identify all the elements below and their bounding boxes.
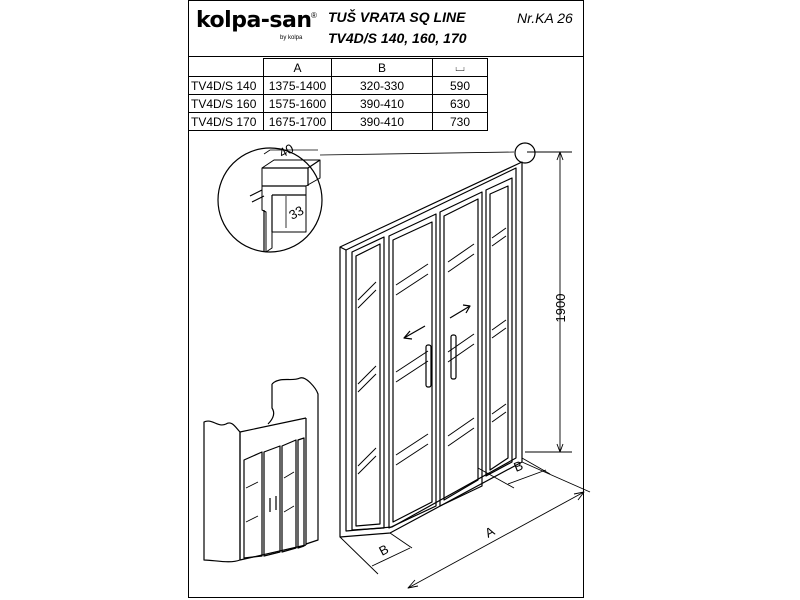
registered-mark: ®: [311, 11, 317, 20]
table-cell: 630: [433, 95, 488, 113]
table-header-cell: ⌴: [433, 59, 488, 77]
detail-40-label: 40: [276, 140, 297, 161]
table-cell: 1575-1600: [264, 95, 332, 113]
left-b-label: B: [376, 541, 392, 559]
table-cell: 320-330: [332, 77, 433, 95]
table-cell: 1375-1400: [264, 77, 332, 95]
brand-subtitle: by kolpa: [280, 35, 303, 41]
table-cell: 730: [433, 113, 488, 131]
a-dimension: [340, 462, 590, 588]
product-models: TV4D/S 140, 160, 170: [328, 30, 467, 46]
brand-logo: kolpa-san: [196, 8, 312, 33]
detail-33-label: 33: [286, 202, 307, 223]
table-cell: 390-410: [332, 113, 433, 131]
sliding-arrows-icon: [404, 305, 470, 339]
table-cell: 390-410: [332, 95, 433, 113]
profile-detail-inset: [218, 148, 322, 252]
drawing-number: Nr.KA 26: [517, 10, 573, 26]
table-cell: TV4D/S 140: [189, 77, 264, 95]
room-sketch: [204, 378, 318, 562]
table-cell: TV4D/S 170: [189, 113, 264, 131]
table-header-cell: A: [264, 59, 332, 77]
right-b-label: B: [511, 457, 526, 475]
door-handles: [426, 335, 456, 387]
product-title: TUŠ VRATA SQ LINE: [328, 9, 466, 25]
table-cell: 590: [433, 77, 488, 95]
table-header-cell: B: [332, 59, 433, 77]
a-label: A: [482, 523, 498, 541]
table-cell: 1675-1700: [264, 113, 332, 131]
table-cell: TV4D/S 160: [189, 95, 264, 113]
height-label: 1900: [553, 293, 568, 323]
detail-marker-circle: [515, 143, 535, 163]
detail-leader-line: [320, 152, 514, 155]
